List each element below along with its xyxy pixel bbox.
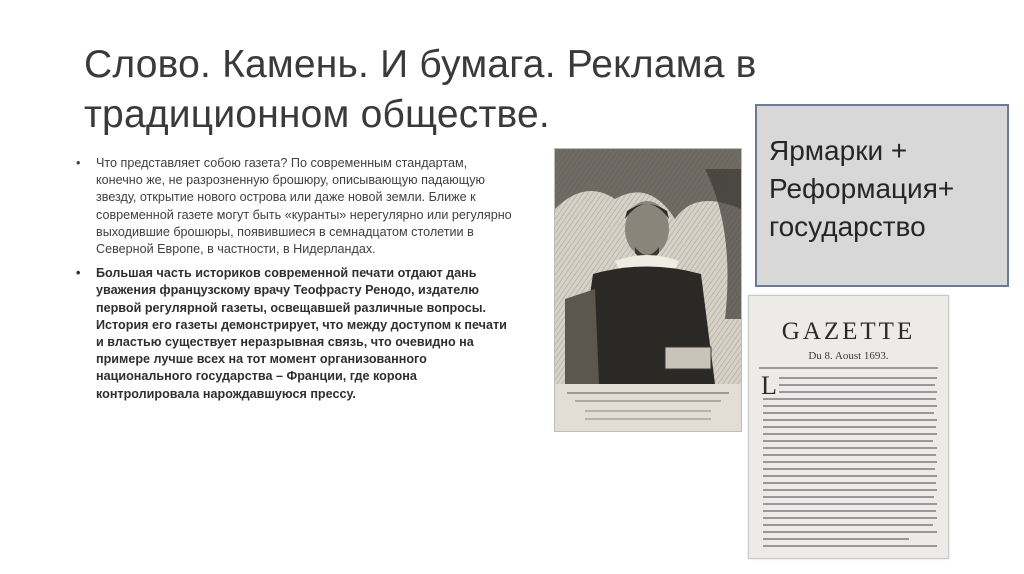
callout-box bbox=[755, 104, 1009, 287]
engraved-portrait-image bbox=[554, 148, 742, 432]
bullet-item-2 bbox=[72, 265, 512, 403]
gazette-date: Du 8. Aoust 1693. bbox=[808, 350, 889, 362]
callout-line-3: государство bbox=[769, 211, 926, 242]
bullet-text-2: Большая часть историков современной печати отдают дань уважения французскому врачу Теофрасту Ренодо, издателю первой регулярной газеты, освещавшей различные вопросы. История его газеты демонстрирует, что между доступом к печати и властью существует неразрывная связь, что очевидно на примере лучше всех на тот момент организованного национального государства – Франции, где корона контролировала нарождавшуюся прессу. bbox=[96, 266, 507, 401]
gazette-page-image bbox=[748, 295, 949, 559]
bullet-list bbox=[72, 155, 512, 410]
portrait-engraving bbox=[555, 149, 741, 431]
bullet-marker: • bbox=[76, 156, 81, 170]
callout-line-2: Реформация+ bbox=[769, 173, 955, 204]
slide-title bbox=[84, 40, 784, 140]
bullet-item-1 bbox=[72, 155, 512, 258]
svg-text:L: L bbox=[761, 371, 777, 400]
gazette-text-lines bbox=[749, 296, 948, 558]
title-line-2: традиционном обществе. bbox=[84, 93, 550, 136]
bullet-text-1: Что представляет собою газета? По современным стандартам, конечно же, не разрозненную брошюру, описывающую падающую звезду, открытие нового острова или даже новой земли. Ближе к современной газете могут быть «куранты» нерегулярно или регулярно выходившие брошюры, появившиеся в семнадцатом столетии в Северной Европе, в частности, в Нидерландах. bbox=[96, 156, 512, 257]
title-line-1: Слово. Камень. И бумага. Реклама в bbox=[84, 43, 757, 86]
gazette-heading: GAZETTE bbox=[781, 318, 916, 345]
callout-line-1: Ярмарки + bbox=[769, 135, 908, 166]
bullet-marker: • bbox=[76, 266, 81, 281]
